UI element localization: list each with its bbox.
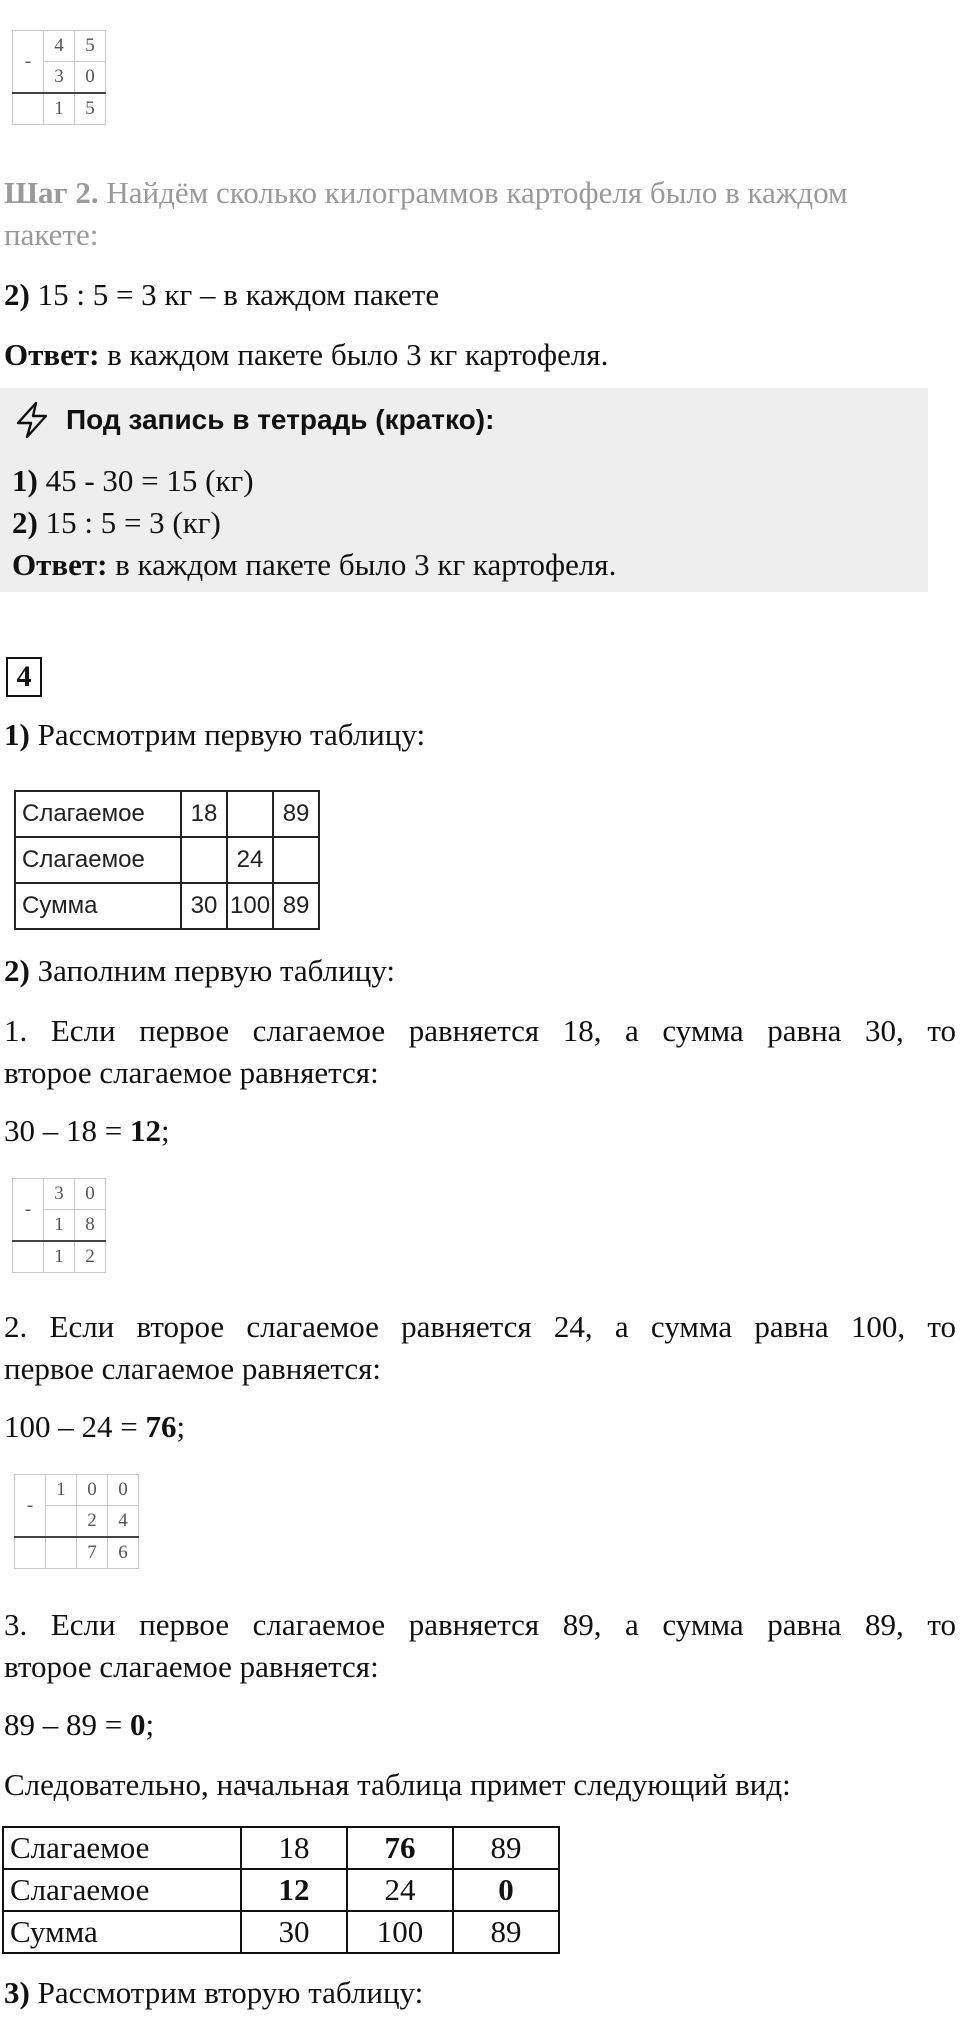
result: 0 bbox=[129, 1707, 146, 1742]
table-cell-answer: 0 bbox=[453, 1869, 559, 1911]
digit: 0 bbox=[75, 62, 106, 94]
table-cell-answer: 12 bbox=[241, 1869, 347, 1911]
notebox-line-2 bbox=[12, 502, 221, 544]
digit: 4 bbox=[44, 31, 75, 62]
line-text: 15 : 5 = 3 (кг) bbox=[45, 505, 221, 540]
table-cell: 18 bbox=[241, 1827, 347, 1869]
digit: 5 bbox=[75, 31, 106, 62]
calc-step2 bbox=[4, 274, 439, 316]
case3-expression bbox=[4, 1704, 154, 1746]
digit: 7 bbox=[77, 1537, 108, 1569]
expression: 100 – 24 = bbox=[4, 1409, 146, 1444]
line-number: 2) bbox=[12, 505, 38, 540]
part-text: Заполним первую таблицу: bbox=[37, 953, 396, 988]
notebook-summary-box bbox=[0, 388, 928, 592]
digit: 1 bbox=[44, 93, 75, 125]
table-cell: 24 bbox=[347, 1869, 453, 1911]
row-label: Слагаемое bbox=[3, 1827, 241, 1869]
row-label: Слагаемое bbox=[15, 837, 181, 883]
semicolon: ; bbox=[145, 1707, 155, 1742]
answer-text: в каждом пакете было 3 кг картофеля. bbox=[115, 547, 617, 582]
part-number: 1) bbox=[4, 717, 30, 752]
answer-label: Ответ: bbox=[12, 547, 108, 582]
table-cell: 89 bbox=[273, 883, 319, 929]
digit: 6 bbox=[108, 1537, 139, 1569]
step2-label: Шаг 2. bbox=[4, 175, 99, 210]
part1-heading bbox=[4, 714, 425, 756]
first-table-original bbox=[14, 790, 320, 930]
part3-heading bbox=[4, 1972, 423, 2014]
lightning-icon bbox=[12, 400, 52, 440]
row-label: Сумма bbox=[15, 883, 181, 929]
table-cell: 30 bbox=[241, 1911, 347, 1953]
digit bbox=[46, 1537, 77, 1569]
case1-line2: второе слагаемое равняется: bbox=[4, 1055, 379, 1090]
part-text: Рассмотрим первую таблицу: bbox=[37, 717, 426, 752]
case1-line1: 1. Если первое слагаемое равняется 18, а сумма равна 30, то bbox=[4, 1013, 956, 1048]
conclusion-text: Следовательно, начальная таблица примет следующий вид: bbox=[4, 1767, 791, 1802]
step2-text-line2: пакете: bbox=[4, 217, 99, 252]
case2-line2: первое слагаемое равняется: bbox=[4, 1351, 381, 1386]
first-table-filled bbox=[2, 1826, 560, 1954]
table-cell bbox=[181, 837, 227, 883]
digit: 2 bbox=[75, 1241, 106, 1273]
minus-sign: - bbox=[15, 1475, 46, 1538]
table-row bbox=[3, 1869, 559, 1911]
line-text: 45 - 30 = 15 (кг) bbox=[45, 463, 254, 498]
minus-sign: - bbox=[13, 1179, 44, 1242]
semicolon: ; bbox=[160, 1113, 170, 1148]
empty-cell bbox=[13, 1241, 44, 1273]
semicolon: ; bbox=[176, 1409, 186, 1444]
column-subtraction-45-30 bbox=[12, 30, 106, 125]
notebox-title: Под запись в тетрадь (кратко): bbox=[66, 404, 495, 435]
digit: 4 bbox=[108, 1506, 139, 1538]
table-row bbox=[15, 791, 319, 837]
table-cell: 89 bbox=[453, 1827, 559, 1869]
table-cell: 24 bbox=[227, 837, 273, 883]
task-number-box: 4 bbox=[6, 657, 42, 697]
digit: 3 bbox=[44, 62, 75, 94]
row-label: Сумма bbox=[3, 1911, 241, 1953]
part-text: Рассмотрим вторую таблицу: bbox=[37, 1975, 424, 2010]
table-row bbox=[15, 837, 319, 883]
table-cell: 18 bbox=[181, 791, 227, 837]
notebox-answer bbox=[12, 544, 616, 586]
part2-heading bbox=[4, 950, 395, 992]
answer-label: Ответ: bbox=[4, 337, 100, 372]
minus-sign: - bbox=[13, 31, 44, 94]
digit: 0 bbox=[108, 1475, 139, 1506]
row-label: Слагаемое bbox=[15, 791, 181, 837]
digit: 5 bbox=[75, 93, 106, 125]
digit: 3 bbox=[44, 1179, 75, 1210]
case1-expression bbox=[4, 1110, 170, 1152]
case2-line1: 2. Если второе слагаемое равняется 24, а сумма равна 100, то bbox=[4, 1309, 956, 1344]
digit: 1 bbox=[46, 1475, 77, 1506]
digit: 1 bbox=[44, 1210, 75, 1242]
digit: 0 bbox=[77, 1475, 108, 1506]
table-cell bbox=[273, 837, 319, 883]
digit: 0 bbox=[75, 1179, 106, 1210]
part-number: 2) bbox=[4, 953, 30, 988]
line-number: 1) bbox=[12, 463, 38, 498]
step2-heading bbox=[4, 172, 848, 214]
empty-cell bbox=[15, 1537, 46, 1569]
table-cell: 100 bbox=[347, 1911, 453, 1953]
notebox-line-1 bbox=[12, 460, 254, 502]
table-row bbox=[3, 1827, 559, 1869]
case3-line1: 3. Если первое слагаемое равняется 89, а сумма равна 89, то bbox=[4, 1607, 956, 1642]
table-row bbox=[3, 1911, 559, 1953]
calc-text: 15 : 5 = 3 кг – в каждом пакете bbox=[37, 277, 440, 312]
calc-number: 2) bbox=[4, 277, 30, 312]
table-cell: 100 bbox=[227, 883, 273, 929]
table-cell: 89 bbox=[273, 791, 319, 837]
digit bbox=[46, 1506, 77, 1538]
row-label: Слагаемое bbox=[3, 1869, 241, 1911]
column-subtraction-30-18 bbox=[12, 1178, 106, 1273]
table-row bbox=[15, 883, 319, 929]
part-number: 3) bbox=[4, 1975, 30, 2010]
step2-text: Найдём сколько килограммов картофеля было в каждом bbox=[106, 175, 848, 210]
digit: 1 bbox=[44, 1241, 75, 1273]
table-cell: 30 bbox=[181, 883, 227, 929]
empty-cell bbox=[13, 93, 44, 125]
case3-line2: второе слагаемое равняется: bbox=[4, 1649, 379, 1684]
expression: 89 – 89 = bbox=[4, 1707, 130, 1742]
answer-line bbox=[4, 334, 608, 376]
table-cell bbox=[227, 791, 273, 837]
result: 76 bbox=[145, 1409, 177, 1444]
table-cell: 89 bbox=[453, 1911, 559, 1953]
digit: 2 bbox=[77, 1506, 108, 1538]
answer-text: в каждом пакете было 3 кг картофеля. bbox=[107, 337, 609, 372]
case2-expression bbox=[4, 1406, 185, 1448]
result: 12 bbox=[129, 1113, 161, 1148]
expression: 30 – 18 = bbox=[4, 1113, 130, 1148]
digit: 8 bbox=[75, 1210, 106, 1242]
column-subtraction-100-24 bbox=[14, 1474, 139, 1569]
table-cell-answer: 76 bbox=[347, 1827, 453, 1869]
